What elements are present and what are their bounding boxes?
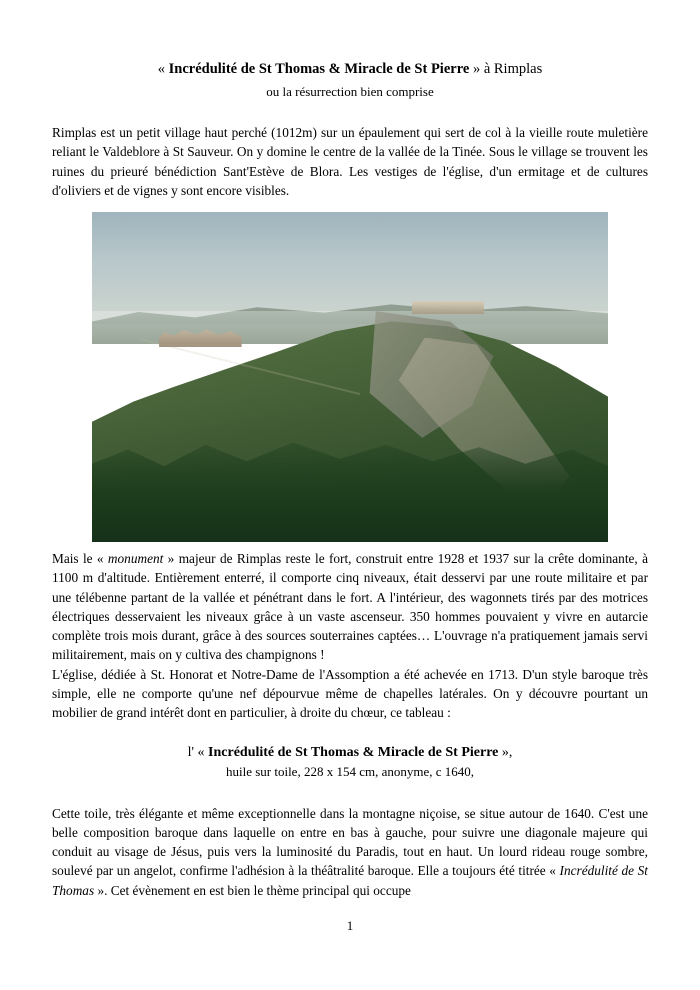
paragraph-church: L'église, dédiée à St. Honorat et Notre-Dame de l'Assomption a été achevée en 1713. D'un style baroque très simple, elle ne comporte qu'une nef dépourvue même de chapelles latérales. On y découvre pourtant un mobilier de grand intérêt dont en particulier, à droite du chœur, ce tableau :	[52, 666, 648, 721]
document-title-block	[52, 60, 648, 101]
painting-caption	[52, 743, 648, 782]
photo-fort	[412, 301, 484, 314]
paragraph-fort	[52, 549, 648, 665]
page-subtitle: ou la résurrection bien comprise	[266, 83, 434, 99]
paragraph-fort-emphasis: monument	[107, 551, 164, 567]
paragraph-painting-start: Cette toile, très élégante et même exceptionnelle dans la montagne niçoise, se situe autour de 1640. C'est une belle composition baroque dans laquelle on entre en bas à gauche, pour suivre une diagonale majeure qui conduit au visage de Jésus, puis vers la luminosité du Paradis, tout en haut. Un lourd rideau rouge sombre, soulevé par un angelot, confirme l'adhésion à la théâtralité baroque. Elle a toujours été titrée «	[52, 805, 648, 879]
title-main: Incrédulité de St Thomas & Miracle de St Pierre	[168, 61, 470, 77]
paragraph-fort-start: Mais le «	[52, 551, 108, 567]
title-prefix: «	[157, 61, 169, 77]
paragraph-painting	[52, 804, 648, 900]
paragraph-painting-rest: ». Cet évènement en est bien le thème principal qui occupe	[94, 882, 411, 898]
paragraph-intro: Rimplas est un petit village haut perché (1012m) sur un épaulement qui sert de col à la vieille route muletière reliant le Valdeblore à St Sauveur. On y domine le centre de la vallée de la Tinée. Sous le village se trouvent les ruines du prieuré bénédiction Sant'Estève de Blora. Les vestiges de l'église, d'un ermitage et de cultures d'oliviers et de vignes y sont encore visibles.	[52, 125, 648, 198]
caption-title	[52, 743, 648, 763]
page-title	[52, 60, 648, 80]
figure-rimplas	[52, 212, 648, 542]
paragraph-fort-rest: » majeur de Rimplas reste le fort, construit entre 1928 et 1937 sur la crête dominante, à 1100 m d'altitude. Entièrement enterré, il comporte cinq niveaux, était desservi par une route militaire et par une télébenne partant de la vallée et pénétrant dans le fort. A l'intérieur, des wagonnets tirés par des motrices électriques desservaient les niveaux grâce à un vaste ascenseur. 350 hommes pouvaient y vivre en autarcie complète trois mois durant, grâce à des sources souterraines captées… L'ouvrage n'a pratiquement jamais servi militairement, mais on y cultiva des champignons !	[52, 551, 649, 663]
page-number: 1	[346, 918, 354, 933]
caption-suffix: »,	[498, 744, 513, 760]
photo-rimplas-village	[92, 212, 608, 542]
caption-details: huile sur toile, 228 x 154 cm, anonyme, c 1640,	[225, 764, 475, 780]
title-suffix: » à Rimplas	[469, 61, 543, 77]
paragraph-painting-emphasis: Incrédulité de St Thomas	[52, 863, 648, 898]
caption-prefix: l' «	[187, 744, 209, 760]
caption-title-main: Incrédulité de St Thomas & Miracle de St Pierre	[208, 744, 499, 760]
